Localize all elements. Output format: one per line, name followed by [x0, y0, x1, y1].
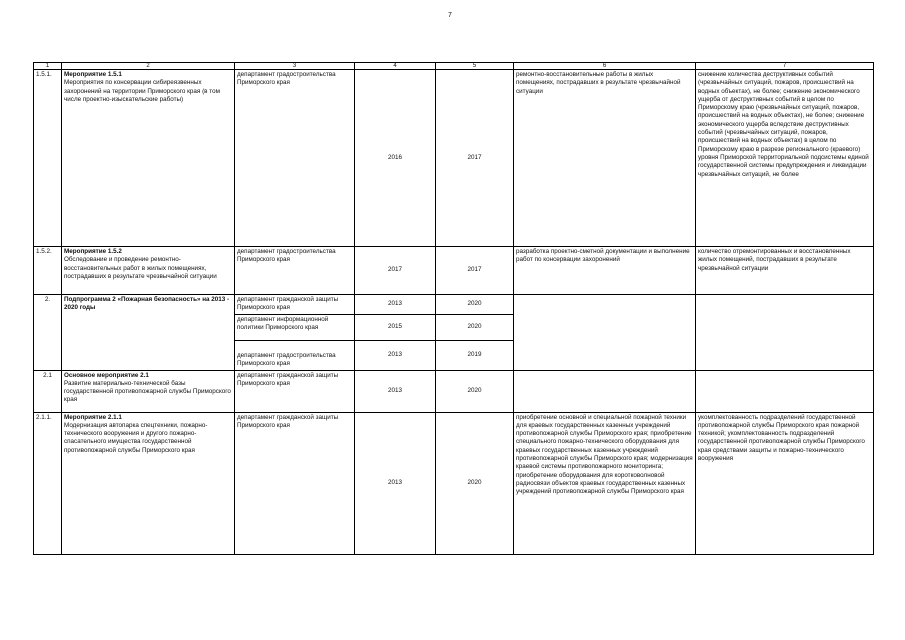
end-year: 2017	[436, 70, 514, 247]
start-year: 2017	[355, 247, 436, 295]
table-row	[34, 370, 874, 412]
activity-description: Обследование и проведение ремонтно-восстановительных работ в жилых помещениях, пострадавших в результате чрезвычайной ситуации	[64, 256, 217, 280]
responsible-department: департамент гражданской защиты Приморского края	[235, 295, 355, 315]
end-year: 2020	[436, 412, 514, 554]
activity-title: Мероприятие 2.1.1	[64, 413, 122, 421]
activity-title: Мероприятие 1.5.2	[64, 248, 122, 255]
responsible-department: департамент информационной политики Приморского края	[235, 314, 355, 340]
activity-description: Мероприятия по консервации сибиреязвенных захоронений на территории Приморского края (в том числе проектно-изыскательские работы)	[64, 79, 220, 103]
start-year: 2016	[355, 70, 436, 247]
row-number: 2.1	[34, 370, 62, 412]
row-number: 2.	[34, 295, 62, 371]
header-cell-3: 3	[235, 63, 355, 70]
expected-result: ремонтно-восстановительные работы в жилых помещениях, пострадавших в результате чрезвычайной ситуации	[514, 70, 696, 247]
expected-result: приобретение основной и специальной пожарной техники для краевых государственных казенных учреждений противопожарной службы Приморского края; приобретение специального пожарно-технического оборудования для краевых государственных казенных учреждений противопожарной службы Приморского края; модернизация краевой системы противопожарного мониторинга; приобретение оборудования для коротковолновой радиосвязи объектов краевых государственных казенных учреждений противопожарной службы Приморского края	[514, 412, 696, 554]
table-row	[34, 412, 874, 554]
responsible-department: департамент гражданской защиты Приморского края	[235, 370, 355, 412]
indicator: снижение количества деструктивных событий (чрезвычайных ситуаций, пожаров, происшествий на водных объектах), не более; снижение экономического ущерба от деструктивных событий в целом по Приморскому краю (чрезвычайных ситуаций, пожаров, происшествий на водных объектах), не более; снижение экономического ущерба вследствие деструктивных событий (чрезвычайных ситуаций, пожаров, происшествий на водных объектах) в целом по Приморскому краю в разрезе регионального (краевого) уровня Приморской территориальной подсистемы единой государственной системы предупреждения и ликвидации чрезвычайных ситуаций, не более	[696, 70, 874, 247]
start-year: 2013	[355, 295, 436, 315]
page-number: 7	[448, 12, 452, 19]
start-year: 2013	[355, 412, 436, 554]
indicator: количество отремонтированных и восстановленных жилых помещений, пострадавших в результате чрезвычайной ситуации	[696, 247, 874, 295]
activity-title: Основное мероприятие 2.1	[64, 371, 149, 379]
responsible-department: департамент градостроительства Приморского края	[235, 340, 355, 370]
start-year: 2013	[355, 370, 436, 412]
activity-cell	[62, 247, 235, 295]
row-number: 1.5.1.	[34, 70, 62, 247]
start-year: 2015	[355, 314, 436, 340]
activity-cell	[62, 70, 235, 247]
end-year: 2020	[436, 314, 514, 340]
end-year: 2017	[436, 247, 514, 295]
responsible-department: департамент градостроительства Приморского края	[235, 70, 355, 247]
header-row	[34, 63, 874, 70]
activity-description: Развитие материально-технической базы государственной противопожарной службы Приморского края	[64, 379, 231, 404]
indicator	[696, 295, 874, 371]
subprogram-title	[62, 295, 235, 371]
expected-result	[514, 370, 696, 412]
indicator	[696, 370, 874, 412]
header-cell-6: 6	[514, 63, 696, 70]
expected-result	[514, 295, 696, 371]
activity-title: Мероприятие 1.5.1	[64, 71, 122, 78]
end-year: 2020	[436, 295, 514, 315]
responsible-department: департамент гражданской защиты Приморского края	[235, 412, 355, 554]
end-year: 2019	[436, 340, 514, 370]
row-number: 2.1.1.	[34, 412, 62, 554]
activity-description: Модернизация автопарка спецтехники, пожарно-технического вооружения и другого пожарно-спасательного имущества государственной противопожарной службы Приморского края	[64, 421, 208, 454]
expected-result: разработка проектно-сметной документации и выполнение работ по консервации захоронений	[514, 247, 696, 295]
header-cell-7: 7	[696, 63, 874, 70]
indicator: укомплектованность подразделений государственной противопожарной службы Приморского края пожарной техникой; укомплектованность подразделений государственной противопожарной службы Приморского края средствами защиты и пожарно-технического вооружения	[696, 412, 874, 554]
table-row	[34, 295, 874, 315]
end-year: 2020	[436, 370, 514, 412]
header-cell-4: 4	[355, 63, 436, 70]
table-row	[34, 70, 874, 247]
header-cell-2: 2	[62, 63, 235, 70]
table-row	[34, 247, 874, 295]
program-table	[33, 62, 874, 555]
activity-title: Подпрограмма 2 «Пожарная безопасность» на 2013 - 2020 годы	[64, 296, 230, 312]
row-number: 1.5.2.	[34, 247, 62, 295]
header-cell-1: 1	[34, 63, 62, 70]
activity-cell	[62, 370, 235, 412]
activity-cell	[62, 412, 235, 554]
header-cell-5: 5	[436, 63, 514, 70]
responsible-department: департамент градостроительства Приморского края	[235, 247, 355, 295]
start-year: 2013	[355, 340, 436, 370]
